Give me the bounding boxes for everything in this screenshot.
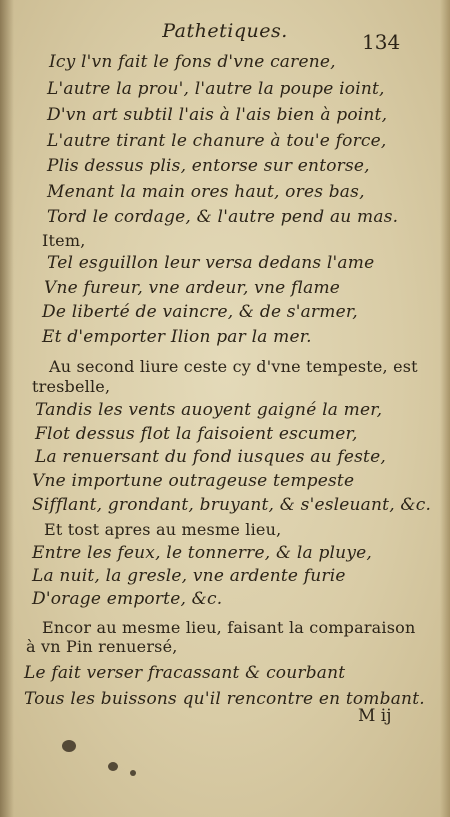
verse-line: D'orage emporte, &c. — [32, 589, 223, 609]
verse-line: L'autre la prou', l'autre la poupe ioint, — [47, 79, 385, 99]
prose-line: Item, — [42, 231, 86, 250]
prose-line: Encor au mesme lieu, faisant la comparaison — [42, 618, 416, 637]
prose-line: à vn Pin renuersé, — [26, 637, 178, 656]
ink-stain — [108, 762, 118, 771]
verse-line: Tord le cordage, & l'autre pend au mas. — [47, 207, 399, 227]
signature-mark: M ij — [358, 706, 392, 726]
verse-line: Tel esguillon leur versa dedans l'ame — [47, 253, 375, 273]
verse-line: D'vn art subtil l'ais à l'ais bien à point, — [47, 105, 388, 125]
prose-line: Et tost apres au mesme lieu, — [44, 520, 282, 539]
verse-line: Vne fureur, vne ardeur, vne flame — [44, 278, 341, 298]
page-gutter-shadow — [0, 0, 14, 817]
verse-line: Le fait verser fracassant & courbant — [24, 663, 346, 683]
verse-line: Entre les feux, le tonnerre, & la pluye, — [32, 543, 372, 563]
page-edge-shadow — [440, 0, 450, 817]
running-head: Pathetiques. — [162, 20, 288, 42]
verse-line: Tandis les vents auoyent gaigné la mer, — [35, 400, 383, 420]
verse-line: Plis dessus plis, entorse sur entorse, — [47, 156, 370, 176]
verse-line: Menant la main ores haut, ores bas, — [47, 182, 365, 202]
verse-line: La renuersant du fond iusques au feste, — [35, 447, 386, 467]
page-number: 134 — [362, 30, 401, 54]
verse-line: Vne importune outrageuse tempeste — [32, 471, 355, 491]
prose-line: tresbelle, — [32, 377, 111, 396]
verse-line: Flot dessus flot la faisoient escumer, — [35, 424, 358, 444]
verse-line: Tous les buissons qu'il rencontre en tombant. — [24, 689, 425, 709]
ink-stain — [130, 770, 136, 776]
verse-line: De liberté de vaincre, & de s'armer, — [42, 302, 358, 322]
verse-line: La nuit, la gresle, vne ardente furie — [32, 566, 346, 586]
verse-line: L'autre tirant le chanure à tou'e force, — [47, 131, 387, 151]
prose-line: Au second liure ceste cy d'vne tempeste, est — [49, 357, 418, 376]
ink-stain — [62, 740, 76, 752]
verse-line: Et d'emporter Ilion par la mer. — [42, 327, 312, 347]
verse-line: Icy l'vn fait le fons d'vne carene, — [49, 52, 336, 72]
verse-line: Sifflant, grondant, bruyant, & s'esleuant, &c. — [32, 495, 432, 515]
